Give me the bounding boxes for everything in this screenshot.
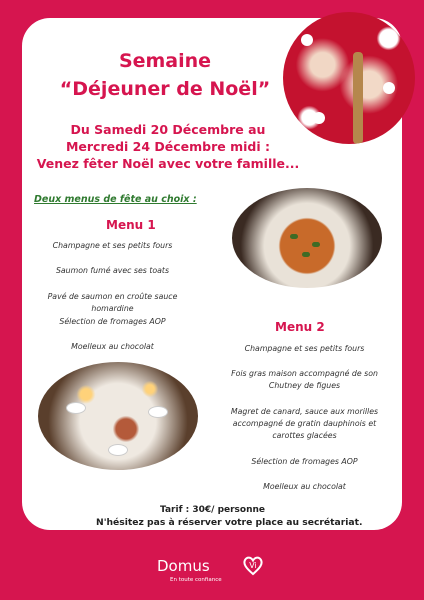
title-line-2: “Déjeuner de Noël” <box>59 78 271 100</box>
herb-garnish <box>290 234 298 239</box>
menu2-item: Fois gras maison accompagné de son <box>231 369 378 378</box>
menu2-item: Sélection de fromages AOP <box>251 457 358 466</box>
dates-line-3: Venez fêter Noël avec votre famille... <box>36 156 300 171</box>
menu2-item: carottes glacées <box>272 431 337 440</box>
herb-garnish <box>312 242 320 247</box>
plate-shape <box>148 406 168 418</box>
menu1-item: Moelleux au chocolat <box>71 342 154 351</box>
photo-christmas-table <box>38 362 198 470</box>
pattern-dot <box>313 112 325 124</box>
menu1-item: Champagne et ses petits fours <box>52 241 173 250</box>
logo-mark-letter: Vi <box>249 561 257 570</box>
logo-wordmark: Domus <box>157 557 210 575</box>
herb-garnish <box>302 252 310 257</box>
heart-logo-icon <box>241 553 265 577</box>
plate-shape <box>108 444 128 456</box>
menu2-item: accompagné de gratin dauphinois et <box>232 419 377 428</box>
pattern-dot <box>383 82 395 94</box>
reservation-text: N'hésitez pas à réserver votre place au secrétariat. <box>96 517 363 528</box>
title-line-1: Semaine <box>118 50 212 72</box>
menu1-item: Pavé de saumon en croûte sauce homardine <box>47 292 178 313</box>
menu2-item: Moelleux au chocolat <box>263 482 346 491</box>
menus-intro: Deux menus de fête au choix : <box>34 194 197 205</box>
logo-tagline: En toute confiance <box>170 577 222 583</box>
cane-shape <box>353 52 363 144</box>
dates-line-1: Du Samedi 20 Décembre au <box>70 122 266 137</box>
photo-festive-dish <box>232 188 382 288</box>
domusvi-logo <box>157 553 267 589</box>
plate-shape <box>66 402 86 414</box>
dates-line-2: Mercredi 24 Décembre midi : <box>65 139 271 154</box>
menu2-heading: Menu 2 <box>275 320 325 334</box>
tarif-text: Tarif : 30€/ personne <box>160 505 266 515</box>
menu2-item: Magret de canard, sauce aux morilles <box>230 407 379 416</box>
menu1-heading: Menu 1 <box>106 218 156 232</box>
menu1-item: Saumon fumé avec ses toats <box>55 266 170 275</box>
pattern-dot <box>301 34 313 46</box>
menu2-item: Chutney de figues <box>268 381 341 390</box>
menu2-item: Champagne et ses petits fours <box>244 344 365 353</box>
menu1-item: Sélection de fromages AOP <box>59 317 166 326</box>
